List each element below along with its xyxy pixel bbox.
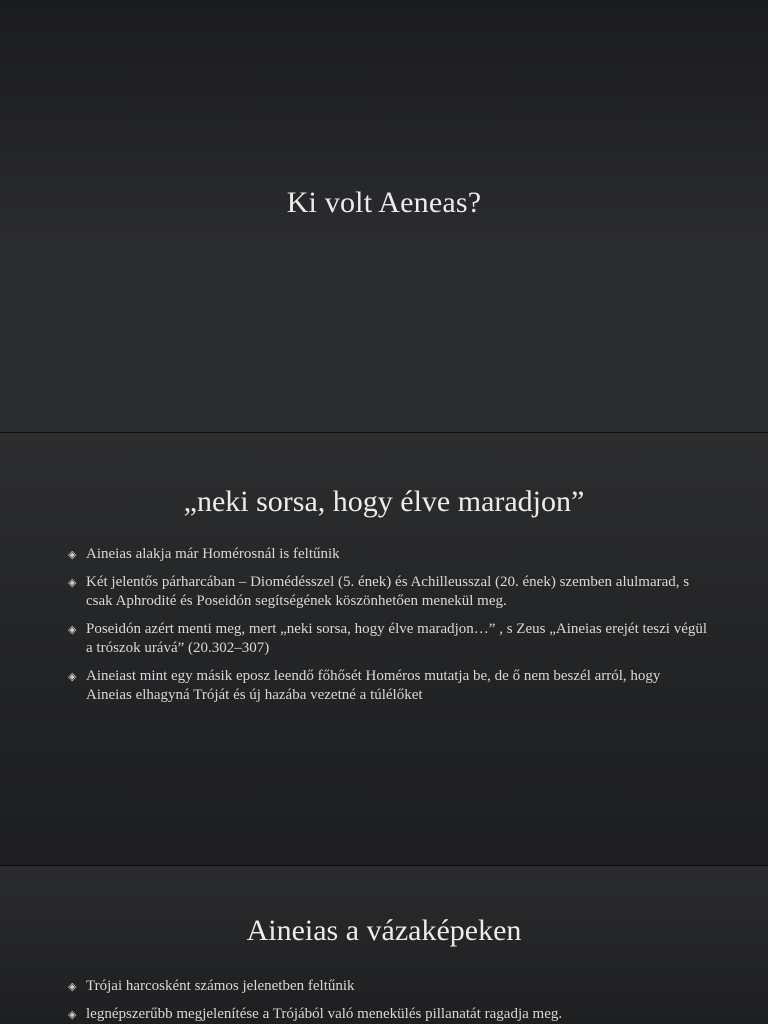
bullet-list xyxy=(68,545,708,714)
slide-2 xyxy=(0,433,768,865)
list-item xyxy=(68,1005,708,1024)
diamond-bullet-icon: ◈ xyxy=(68,575,77,589)
slide-3 xyxy=(0,866,768,1024)
bullet-text: Trójai harcosként számos jelenetben feltűnik xyxy=(86,978,355,994)
slide-1 xyxy=(0,0,768,432)
list-item xyxy=(68,977,708,997)
diamond-bullet-icon: ◈ xyxy=(68,1007,77,1021)
list-item xyxy=(68,573,708,612)
list-item xyxy=(68,545,708,565)
bullet-list xyxy=(68,977,708,1024)
list-item xyxy=(68,667,708,706)
bullet-text: Aineias alakja már Homérosnál is feltűnik xyxy=(86,546,340,562)
diamond-bullet-icon: ◈ xyxy=(68,669,77,683)
bullet-text: Poseidón azért menti meg, mert „neki sorsa, hogy élve maradjon…” , s Zeus „Aineias erejét teszi végül a trószok urává” (20.302–307) xyxy=(86,620,708,656)
slide-title: „neki sorsa, hogy élve maradjon” xyxy=(183,485,585,518)
diamond-bullet-icon: ◈ xyxy=(68,548,77,561)
list-item xyxy=(68,620,708,659)
bullet-text: Aineiast mint egy másik eposz leendő főhősét Homéros mutatja be, de ő nem beszél arról, hogy Aineias elhagyná Tróját és új hazába vezetné a túlélőket xyxy=(86,667,661,703)
bullet-text: Két jelentős párharcában – Diomédésszel (5. ének) és Achilleusszal (20. ének) szemben alulmarad, s csak Aphrodité és Poseidón segítségének köszönhetően menekül meg. xyxy=(86,573,690,609)
slide-title: Aineias a vázaképeken xyxy=(246,914,522,947)
bullet-text: legnépszerűbb megjelenítése a Trójából való menekülés pillanatát ragadja meg. xyxy=(86,1005,563,1022)
slide-title: Ki volt Aeneas? xyxy=(286,186,482,219)
diamond-bullet-icon: ◈ xyxy=(68,980,77,993)
diamond-bullet-icon: ◈ xyxy=(68,622,77,636)
